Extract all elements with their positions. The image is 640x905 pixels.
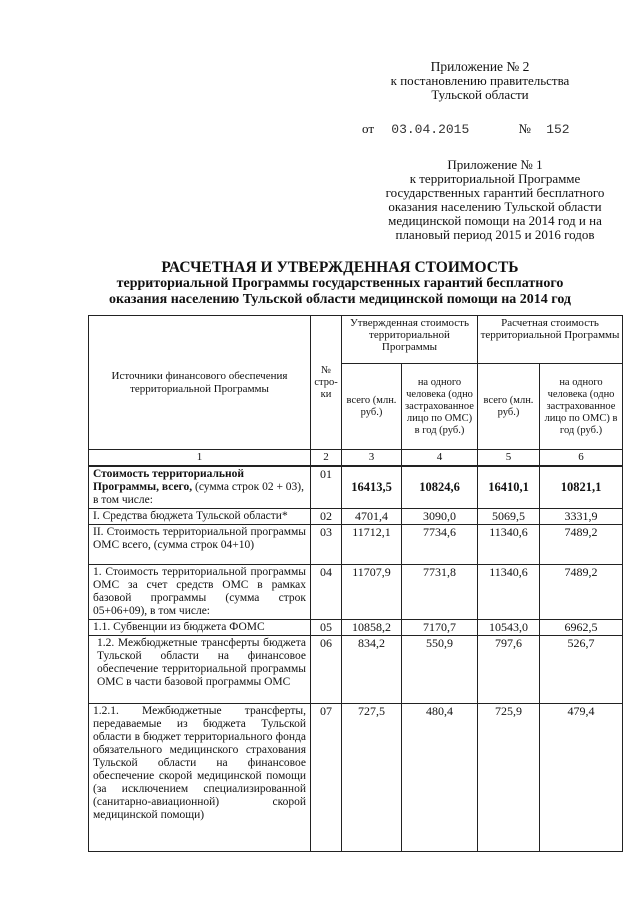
row-number: 04 bbox=[311, 565, 342, 620]
row-source: 1.2.1. Межбюджетные трансферты, передаваемые из бюджета Тульской области в бюджет территориального фонда обязательного медицинского страхования Тульской области на финансовое обеспечение скорой медицинской помощи (за исключением специализированной (санитарно-авиационной) скорой медицинской помощи) bbox=[89, 704, 311, 852]
calculated-per-person: 7489,2 bbox=[540, 525, 623, 565]
column-number: 6 bbox=[540, 450, 623, 467]
appendix-1-line: государственных гарантий бесплатного bbox=[385, 185, 605, 200]
calculated-total: 725,9 bbox=[478, 704, 540, 852]
approved-per-person: 480,4 bbox=[402, 704, 478, 852]
approved-per-person: 7734,6 bbox=[402, 525, 478, 565]
column-number: 1 bbox=[89, 450, 311, 467]
row-number: 02 bbox=[311, 509, 342, 525]
row-source-bold: Стоимость территориальной Программы, всего, bbox=[93, 468, 244, 493]
header-approved-per-person: на одного человека (одно застрахованное лицо по ОМС) в год (руб.) bbox=[402, 364, 478, 450]
row-number: 06 bbox=[311, 636, 342, 704]
document-title bbox=[60, 260, 620, 308]
appendix-1-line: медицинской помощи на 2014 год и на bbox=[388, 213, 602, 228]
appendix-2-line: Тульской области bbox=[431, 87, 529, 102]
column-number: 5 bbox=[478, 450, 540, 467]
approved-per-person: 10824,6 bbox=[402, 466, 478, 509]
calculated-per-person: 526,7 bbox=[540, 636, 623, 704]
table-row bbox=[89, 466, 623, 509]
title-subtitle-1: территориальной Программы государственных гарантий бесплатного bbox=[116, 276, 564, 291]
approved-total: 4701,4 bbox=[342, 509, 402, 525]
header-approved-cost: Утвержденная стоимость территориальной Программы bbox=[342, 316, 478, 364]
table-row bbox=[89, 636, 623, 704]
appendix-1-line: к территориальной Программе bbox=[409, 171, 581, 186]
table-row bbox=[89, 525, 623, 565]
decree-number-label: № bbox=[518, 121, 531, 136]
header-row-number: № стро-ки bbox=[311, 316, 342, 450]
calculated-total: 16410,1 bbox=[478, 466, 540, 509]
title-main: РАСЧЕТНАЯ И УТВЕРЖДЕННАЯ СТОИМОСТЬ bbox=[161, 259, 519, 276]
row-number: 05 bbox=[311, 620, 342, 636]
approved-total: 10858,2 bbox=[342, 620, 402, 636]
calculated-per-person: 3331,9 bbox=[540, 509, 623, 525]
header-approved-total: всего (млн. руб.) bbox=[342, 364, 402, 450]
decree-date-number bbox=[362, 121, 602, 137]
calculated-total: 11340,6 bbox=[478, 565, 540, 620]
approved-total: 11707,9 bbox=[342, 565, 402, 620]
row-source: 1.2. Межбюджетные трансферты бюджета Тульской области на финансовое обеспечение территориальной программы ОМС в части базовой программы ОМС bbox=[89, 636, 311, 704]
decree-from-label: от bbox=[362, 121, 375, 136]
approved-per-person: 7731,8 bbox=[402, 565, 478, 620]
calculated-per-person: 6962,5 bbox=[540, 620, 623, 636]
header-calculated-cost: Расчетная стоимость территориальной Программы bbox=[478, 316, 623, 364]
calculated-total: 797,6 bbox=[478, 636, 540, 704]
column-number: 3 bbox=[342, 450, 402, 467]
table-row bbox=[89, 704, 623, 852]
table-row bbox=[89, 620, 623, 636]
header-source: Источники финансового обеспечения территориальной Программы bbox=[89, 316, 311, 450]
calculated-total: 5069,5 bbox=[478, 509, 540, 525]
calculated-per-person: 7489,2 bbox=[540, 565, 623, 620]
row-number: 07 bbox=[311, 704, 342, 852]
header-calculated-total: всего (млн. руб.) bbox=[478, 364, 540, 450]
table-row bbox=[89, 509, 623, 525]
cost-table bbox=[88, 315, 623, 852]
approved-total: 727,5 bbox=[342, 704, 402, 852]
header-calculated-per-person: на одного человека (одно застрахованное лицо по ОМС) в год (руб.) bbox=[540, 364, 623, 450]
appendix-2-title: Приложение № 2 bbox=[430, 59, 530, 74]
appendix-1-line: оказания населению Тульской области bbox=[388, 199, 602, 214]
row-source: II. Стоимость территориальной программы ОМС всего, (сумма строк 04+10) bbox=[89, 525, 311, 565]
column-number: 4 bbox=[402, 450, 478, 467]
row-number: 03 bbox=[311, 525, 342, 565]
decree-date: 03.04.2015 bbox=[391, 122, 470, 137]
row-source bbox=[89, 466, 311, 509]
row-source: I. Средства бюджета Тульской области* bbox=[89, 509, 311, 525]
approved-per-person: 3090,0 bbox=[402, 509, 478, 525]
row-number: 01 bbox=[311, 466, 342, 509]
calculated-total: 10543,0 bbox=[478, 620, 540, 636]
calculated-total: 11340,6 bbox=[478, 525, 540, 565]
appendix-2-header bbox=[330, 60, 630, 102]
row-source-rest: (сумма строк 02 + 03), в том числе: bbox=[93, 481, 305, 506]
row-source: 1. Стоимость территориальной программы ОМС за счет средств ОМС в рамках базовой программы (сумма строк 05+06+09), в том числе: bbox=[89, 565, 311, 620]
title-subtitle-2: оказания населению Тульской области медицинской помощи на 2014 год bbox=[109, 292, 571, 307]
approved-total: 834,2 bbox=[342, 636, 402, 704]
calculated-per-person: 479,4 bbox=[540, 704, 623, 852]
column-number: 2 bbox=[311, 450, 342, 467]
appendix-1-header bbox=[360, 158, 630, 242]
calculated-per-person: 10821,1 bbox=[540, 466, 623, 509]
approved-per-person: 550,9 bbox=[402, 636, 478, 704]
approved-total: 11712,1 bbox=[342, 525, 402, 565]
approved-total: 16413,5 bbox=[342, 466, 402, 509]
appendix-1-title: Приложение № 1 bbox=[447, 157, 543, 172]
approved-per-person: 7170,7 bbox=[402, 620, 478, 636]
decree-number: 152 bbox=[546, 122, 570, 137]
row-source: 1.1. Субвенции из бюджета ФОМС bbox=[89, 620, 311, 636]
table-row bbox=[89, 565, 623, 620]
appendix-1-line: плановый период 2015 и 2016 годов bbox=[395, 227, 595, 242]
appendix-2-line: к постановлению правительства bbox=[390, 73, 570, 88]
